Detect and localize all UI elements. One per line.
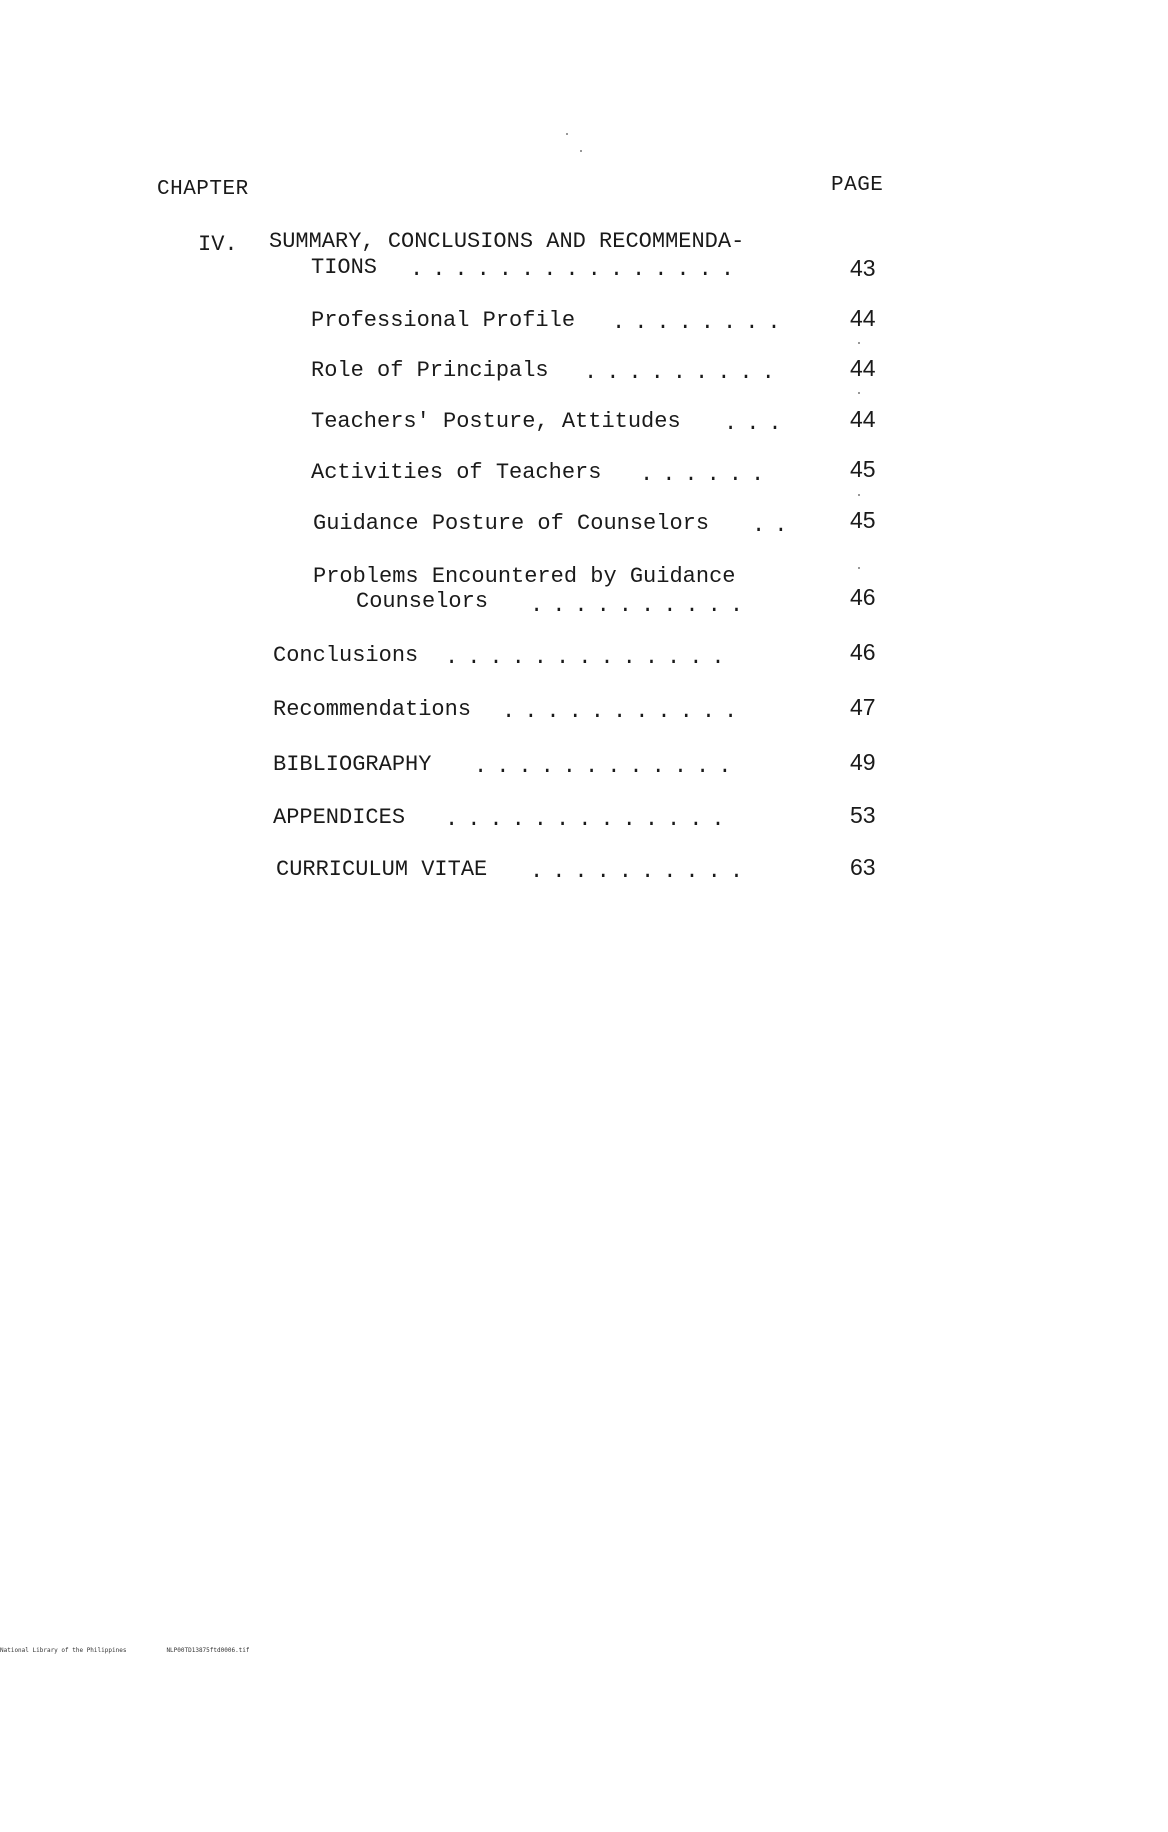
chapter-title-line2: TIONS: [311, 255, 378, 280]
toc-entry-guidance-posture: Guidance Posture of Counselors: [313, 511, 710, 536]
page-number: 47: [850, 694, 876, 720]
page-column-header: PAGE: [831, 174, 884, 197]
page-number: 44: [850, 406, 876, 432]
leader-dots: ...............: [410, 257, 744, 282]
toc-entry-recommendations: Recommendations: [273, 697, 472, 722]
page-number: 44: [850, 305, 876, 331]
leader-dots: .............: [445, 645, 734, 670]
toc-entry-problems-encountered-line1: Problems Encountered by Guidance: [313, 564, 736, 589]
page-number: 46: [850, 639, 876, 665]
leader-dots: .........: [584, 360, 784, 385]
leader-dots: ..: [752, 513, 797, 538]
scan-footer: [0, 1647, 290, 1654]
toc-entry-problems-encountered-line2: Counselors: [356, 589, 489, 614]
page-number: 44: [850, 355, 876, 381]
page-number: 63: [850, 854, 876, 880]
scan-speck: [858, 494, 860, 496]
leader-dots: ..........: [530, 859, 753, 884]
scan-speck: [858, 392, 860, 394]
toc-entry-curriculum-vitae: CURRICULUM VITAE: [276, 857, 488, 882]
page-number: 46: [850, 584, 876, 610]
footer-library: National Library of the Philippines: [0, 1647, 127, 1654]
chapter-column-header: CHAPTER: [157, 178, 249, 201]
page-number: 45: [850, 456, 876, 482]
leader-dots: ...........: [502, 699, 747, 724]
toc-entry-professional-profile: Professional Profile: [311, 308, 576, 333]
leader-dots: ..........: [530, 593, 753, 618]
leader-dots: ......: [640, 462, 774, 487]
page-number: 53: [850, 802, 876, 828]
page-number: 45: [850, 507, 876, 533]
toc-entry-teachers-posture: Teachers' Posture, Attitudes: [311, 409, 681, 434]
toc-entry-appendices: APPENDICES: [273, 805, 406, 830]
page-number: 43: [850, 255, 876, 281]
leader-dots: ........: [612, 310, 790, 335]
page-number: 49: [850, 749, 876, 775]
toc-entry-bibliography: BIBLIOGRAPHY: [273, 752, 432, 777]
footer-file: NLP00TD13875ftd0006.tif: [166, 1647, 250, 1654]
toc-entry-conclusions: Conclusions: [273, 643, 419, 668]
scan-speck: [566, 133, 568, 135]
leader-dots: ...: [724, 411, 791, 436]
toc-entry-role-of-principals: Role of Principals: [311, 358, 549, 383]
leader-dots: .............: [445, 807, 734, 832]
chapter-title-line1: SUMMARY, CONCLUSIONS AND RECOMMENDA-: [269, 229, 745, 254]
scan-speck: [858, 342, 860, 344]
scan-speck: [580, 150, 582, 152]
leader-dots: ............: [474, 754, 741, 779]
scan-speck: [858, 567, 860, 569]
toc-entry-activities-of-teachers: Activities of Teachers: [311, 460, 602, 485]
chapter-number: IV.: [198, 232, 238, 257]
